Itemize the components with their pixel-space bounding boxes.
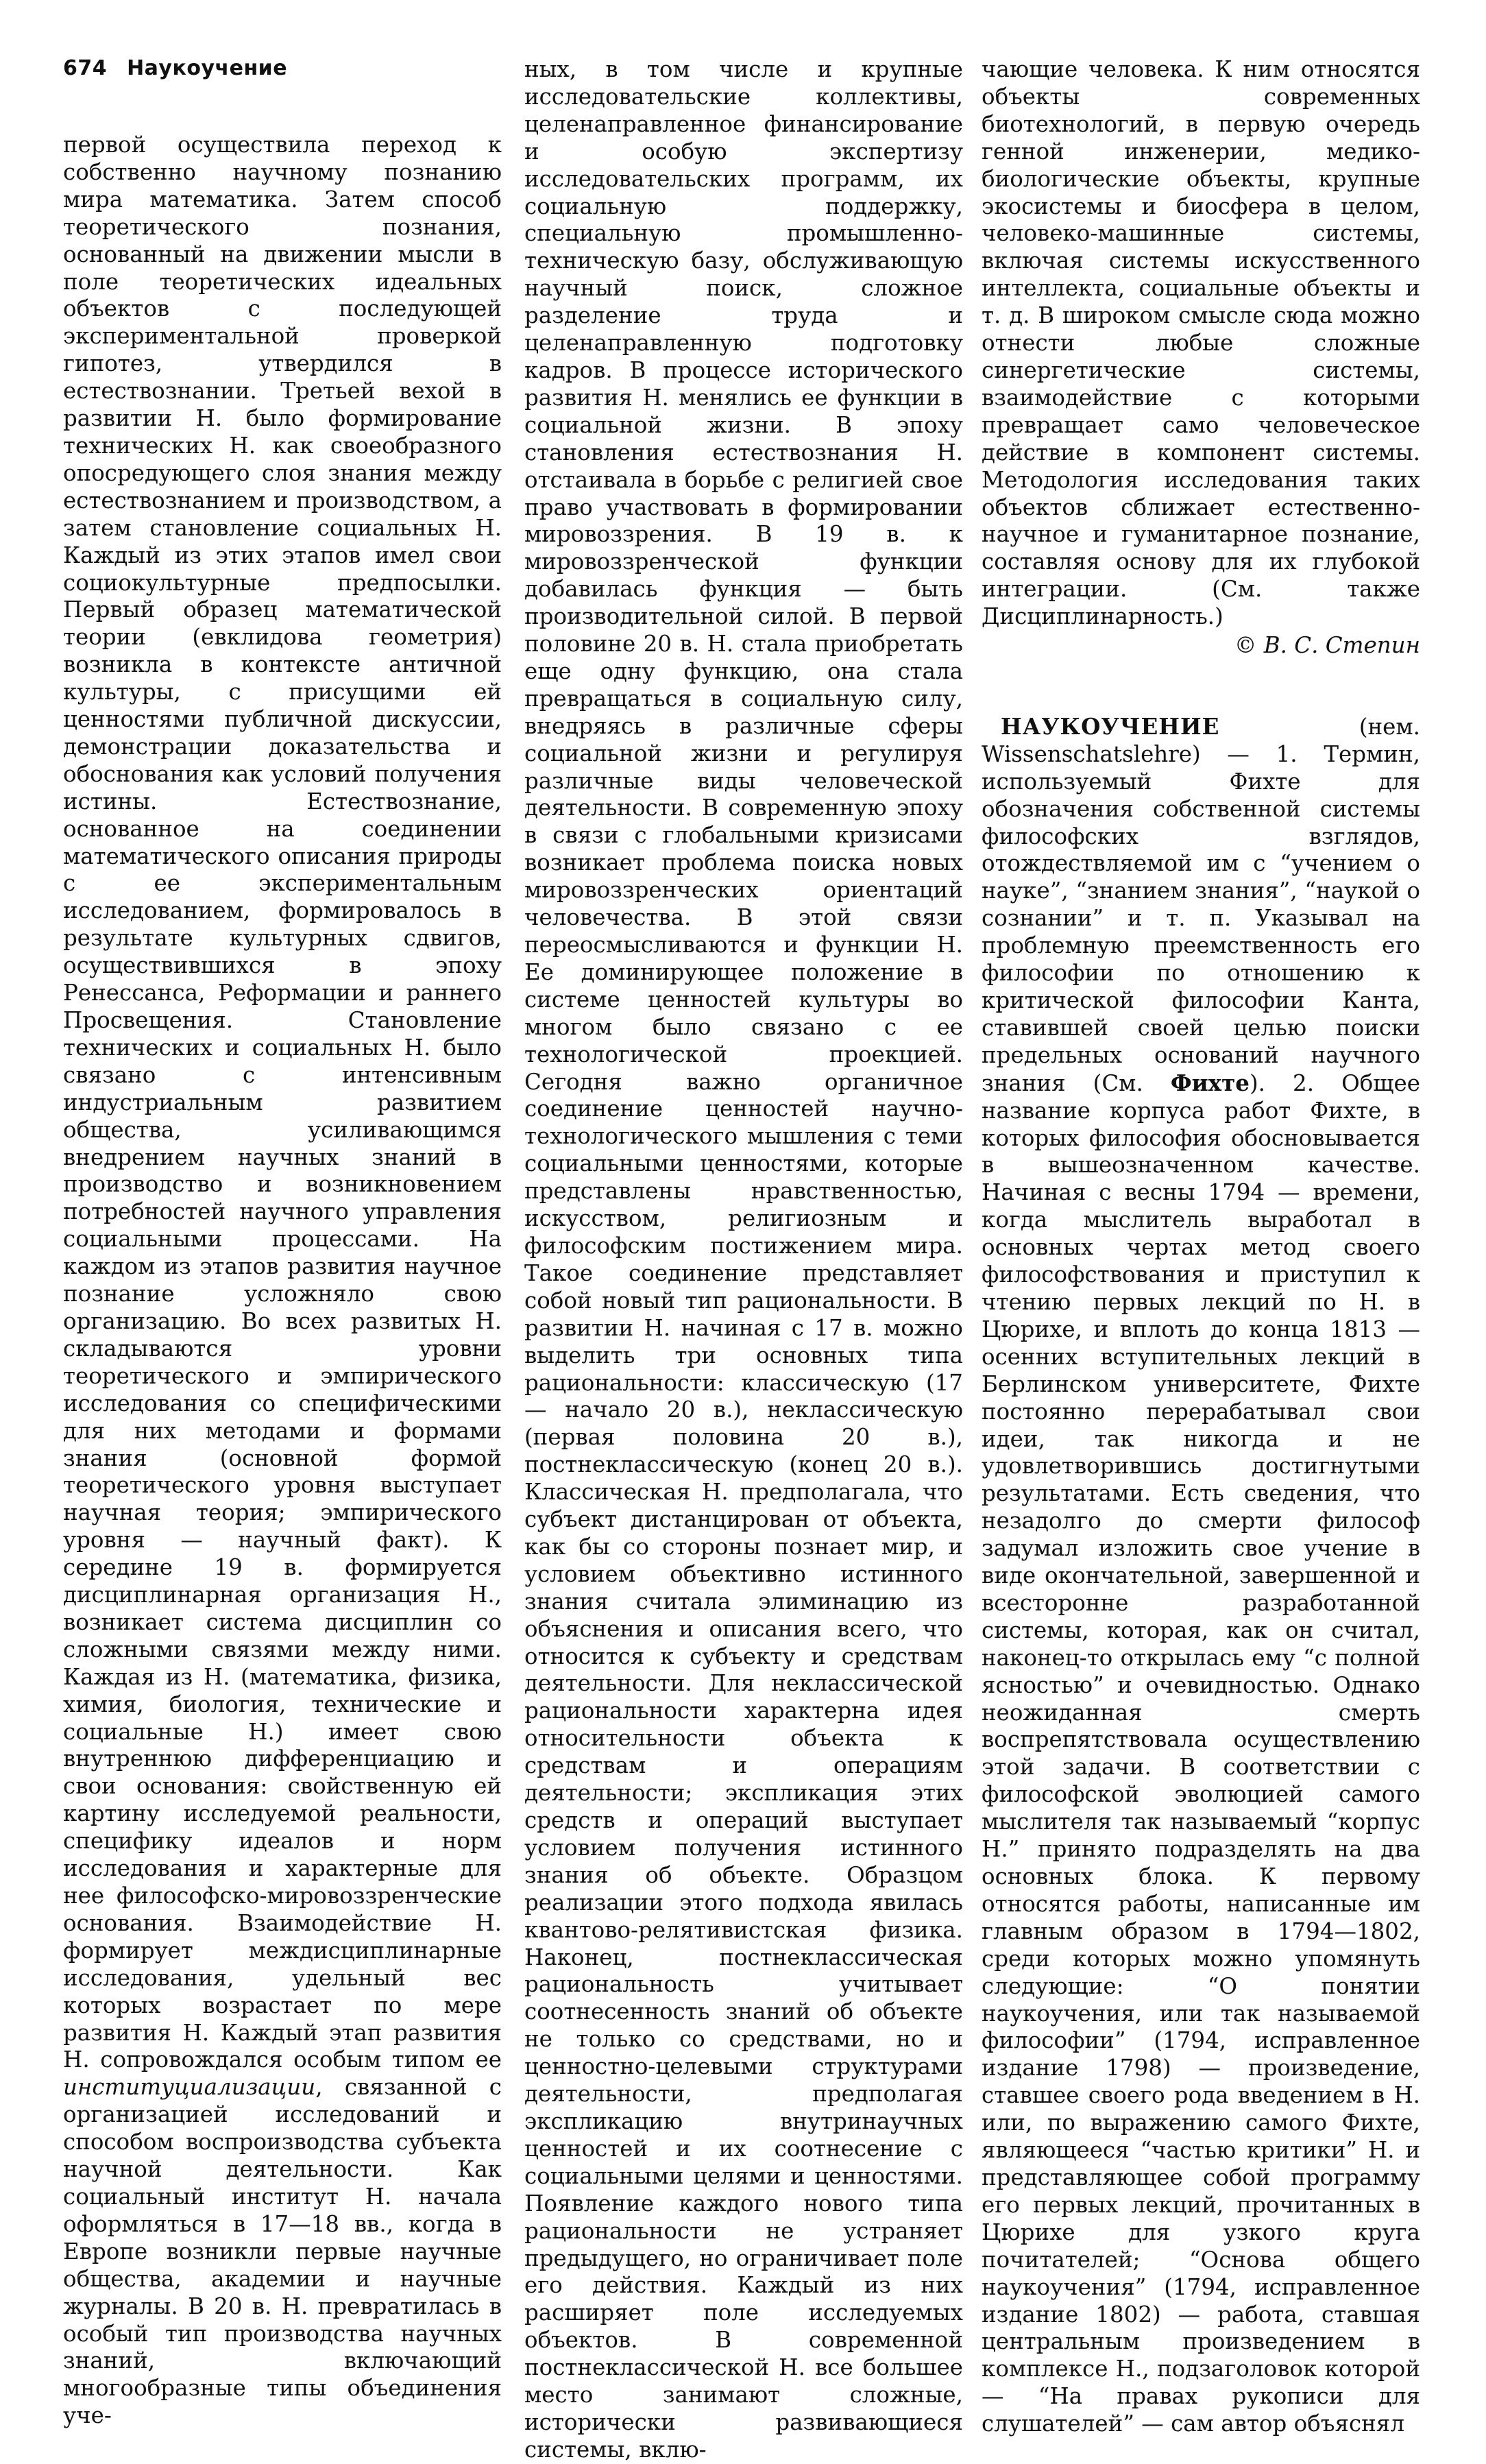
column-3-text: чающие человека. К ним относятся объекты современных биотехнологий, в первую очередь генной инженерии, медико-биологические объекты, крупные экосистемы и биосфера в целом, человеко-машинные системы, включая системы искусственного интеллекта, социальные объекты и т. д. В широком смысле сюда можно отнести любые сложные синергетические системы, взаимодействие с которыми превращает само человеческое действие в компонент системы. Методология исследования таких объектов сближает естественно-научное и гуманитарное познание, составляя основу для их глубокой интеграции. (См. также Дисциплинарность.): [982, 56, 1420, 630]
page-number: 674: [63, 56, 108, 80]
entry-text-part1: (нем. Wissenschatslehre) — 1. Термин, используемый Фихте для обозначения собственной системы философских взглядов, отождествляемой им с “учением о науке”, “знанием знания”, “наукой о сознании” и т. п. Указывал на проблемную преемственность его философии по отношению к критической философии Канта, ставившей своей целью поиски предельных оснований научного знания (См.: [982, 713, 1420, 1096]
column-1: [63, 132, 502, 2430]
entry-headword: НАУКОУЧЕНИЕ: [1001, 712, 1220, 740]
column-1-text-start: первой осуществила переход к собственно научному познанию мира математика. Затем способ теоретического познания, основанный на движении мысли в поле теоретических идеальных объектов с последующей экспериментальной проверкой гипотез, утвердился в естествознании. Третьей вехой в развитии Н. было формирование технических Н. как своеобразного опосредующего слоя знания между естествознанием и производством, а затем становление социальных Н. Каждый из этих этапов имел свои социокультурные предпосылки. Первый образец математической теории (евклидова геометрия) возникла в контексте античной культуры, с присущими ей ценностями публичной дискуссии, демонстрации доказательства и обоснования как условий получения истины. Естествознание, основанное на соединении математического описания природы с ее экспериментальным исследованием, формировалось в результате культурных сдвигов, осуществившихся в эпоху Ренессанса, Реформации и раннего Просвещения. Становление технических и социальных Н. было связано с интенсивным индустриальным развитием общества, усиливающимся внедрением научных знаний в производство и возникновением потребностей научного управления социальными процессами. На каждом из этапов развития научное познание усложняло свою организацию. Во всех развитых Н. складываются уровни теоретического и эмпирического исследования со специфическими для них методами и формами знания (основной формой теоретического уровня выступает научная теория; эмпирического уровня — научный факт). К середине 19 в. формируется дисциплинарная организация Н., возникает система дисциплин со сложными связями между ними. Каждая из Н. (математика, физика, химия, биология, технические и социальные Н.) имеет свою внутреннюю дифференциацию и свои основания: свойственную ей картину исследуемой реальности, специфику идеалов и норм исследования и характерные для нее философско-мировоззренческие основания. Взаимодействие Н. формирует междисциплинарные исследования, удельный вес которых возрастает по мере развития Н. Каждый этап развития Н. сопровождался особым типом ее: [63, 132, 502, 2073]
entry-text-part2: ). 2. Общее название корпуса работ Фихте, в которых философия обосновывается в вышеозначенном качестве. Начиная с весны 1794 — времени, когда мыслитель выработал в основных чертах метод своего философствования и приступил к чтению первых лекций по Н. в Цюрихе, и вплоть до конца 1813 — осенних вступительных лекций в Берлинском университете, Фихте постоянно перерабатывал свои идеи, так никогда и не удовлетворившись достигнутыми результатами. Есть сведения, что незадолго до смерти философ задумал изложить свое учение в виде окончательной, завершенной и всесторонне разработанной системы, которая, как он считал, наконец-то открылась ему “с полной ясностью” и очевидностью. Однако неожиданная смерть воспрепятствовала осуществлению этой задачи. В соответствии с философской эволюцией самого мыслителя так называемый “корпус Н.” принято подразделять на два основных блока. К первому относятся работы, написанные им главным образом в 1794—1802, среди которых можно упомянуть следующие: “О понятии наукоучения, или так называемой философии” (1794, исправленное издание 1798) — произведение, ставшее своего рода введением в Н. или, по выражению самого Фихте, являющееся “частью критики” Н. и представляющее собой программу его первых лекций, прочитанных в Цюрихе для узкого круга почитателей; “Основа общего наукоучения” (1794, исправленное издание 1802) — работа, ставшая центральным произведением в комплексе Н., подзаголовок которой — “На правах рукописи для слушателей” — сам автор объяснял: [982, 1070, 1420, 2437]
running-title: Наукоучение: [127, 56, 288, 80]
column-2: [524, 56, 963, 2464]
column-1-text: [63, 132, 502, 2430]
cross-reference-link[interactable]: Фихте: [1170, 1069, 1250, 1096]
emphasis-term: институциализации: [63, 2074, 316, 2101]
author-signature: © В. С. Степин: [1234, 632, 1420, 659]
dictionary-entry: [982, 713, 1420, 2438]
running-header: [63, 56, 287, 80]
column-1-text-end: , связанной с организацией исследований и способом воспроизводства субъекта научной деятельности. Как социальный институт Н. начала оформляться в 17—18 вв., когда в Европе возникли первые научные общества, академии и научные журналы. В 20 в. Н. превратилась в особый тип производства научных знаний, включающий многообразные типы объединения уче-: [63, 2074, 502, 2429]
column-2-text: ных, в том числе и крупные исследовательские коллективы, целенаправленное финансирование и особую экспертизу исследовательских программ, их социальную поддержку, специальную промышленно-техническую базу, обслуживающую научный поиск, сложное разделение труда и целенаправленную подготовку кадров. В процессе исторического развития Н. менялись ее функции в социальной жизни. В эпоху становления естествознания Н. отстаивала в борьбе с религией свое право участвовать в формировании мировоззрения. В 19 в. к мировоззренческой функции добавилась функция — быть производительной силой. В первой половине 20 в. Н. стала приобретать еще одну функцию, она стала превращаться в социальную силу, внедряясь в различные сферы социальной жизни и регулируя различные виды человеческой деятельности. В современную эпоху в связи с глобальными кризисами возникает проблема поиска новых мировоззренческих ориентаций человечества. В этой связи переосмысливаются и функции Н. Ее доминирующее положение в системе ценностей культуры во многом было связано с ее технологической проекцией. Сегодня важно органичное соединение ценностей научно-технологического мышления с теми социальными ценностями, которые представлены нравственностью, искусством, религиозным и философским постижением мира. Такое соединение представляет собой новый тип рациональности. В развитии Н. начиная с 17 в. можно выделить три основных типа рациональности: классическую (17 — начало 20 в.), неклассическую (первая половина 20 в.), постнеклассическую (конец 20 в.). Классическая Н. предполагала, что субъект дистанцирован от объекта, как бы со стороны познает мир, и условием объективно истинного знания считала элиминацию из объяснения и описания всего, что относится к субъекту и средствам деятельности. Для неклассической рациональности характерна идея относительности объекта к средствам и операциям деятельности; экспликация этих средств и операций выступает условием получения истинного знания об объекте. Образцом реализации этого подхода явилась квантово-релятивистская физика. Наконец, постнеклассическая рациональность учитывает соотнесенность знаний об объекте не только со средствами, но и ценностно-целевыми структурами деятельности, предполагая экспликацию внутринаучных ценностей и их соотнесение с социальными целями и ценностями. Появление каждого нового типа рациональности не устраняет предыдущего, но ограничивает поле его действия. Каждый из них расширяет поле исследуемых объектов. В современной постнеклассической Н. все большее место занимают сложные, исторически развивающиеся системы, вклю-: [524, 56, 963, 2463]
column-3: [982, 56, 1420, 2438]
